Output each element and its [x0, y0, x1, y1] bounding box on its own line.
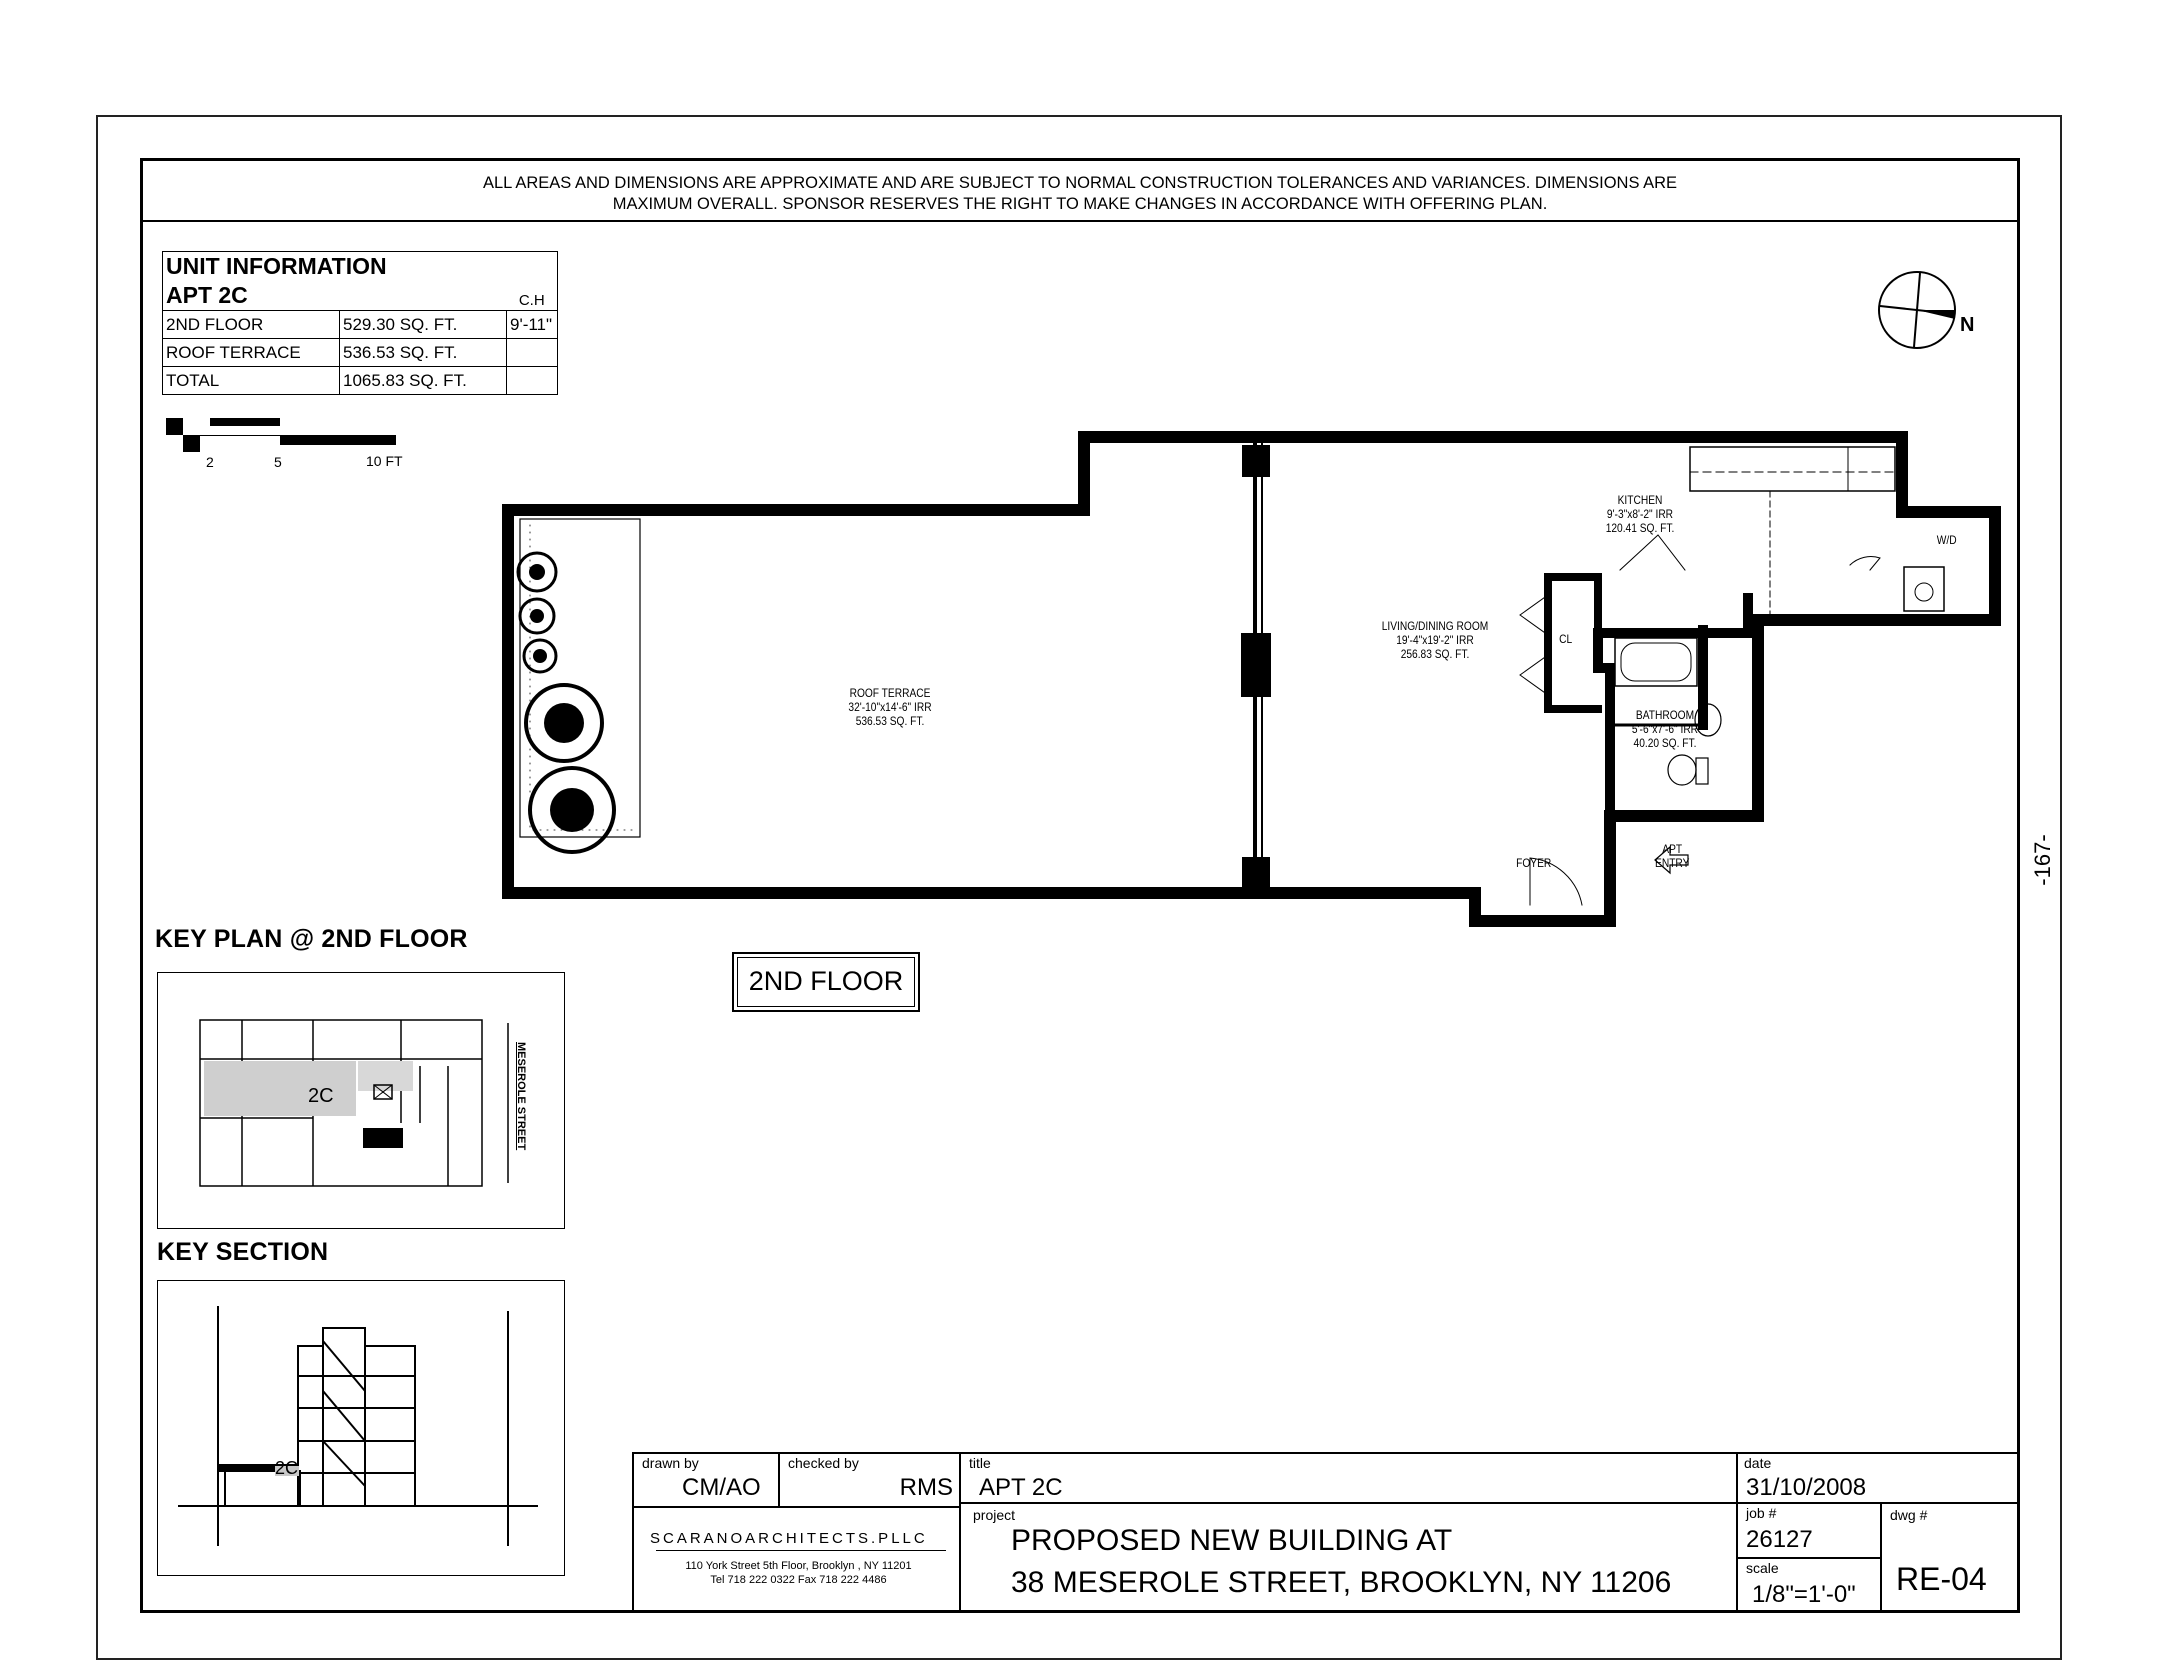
room-dims: 19'-4"x19'-2" IRR: [1396, 633, 1474, 647]
key-section-unit-tag: 2C: [275, 1458, 299, 1478]
tb-date-label: date: [1744, 1455, 1772, 1471]
disclaimer-line-2: MAXIMUM OVERALL. SPONSOR RESERVES THE RIGHT TO MAKE CHANGES IN ACCORDANCE WITH OFFERING PLAN.: [612, 195, 1548, 213]
room-name: BATHROOM: [1635, 708, 1695, 722]
tb-project-line-1: PROPOSED NEW BUILDING AT: [1011, 1524, 1453, 1557]
unit-row-label: 2ND FLOOR: [163, 311, 340, 339]
key-plan-title: KEY PLAN @ 2ND FLOOR: [155, 925, 468, 953]
room-area: 256.83 SQ. FT.: [1400, 647, 1470, 661]
key-plan-drawing: [158, 973, 563, 1227]
key-section-box: [157, 1280, 565, 1576]
table-row: [163, 339, 558, 367]
floor-plan: [490, 420, 2010, 940]
room-area: 536.53 SQ. FT.: [855, 714, 925, 728]
key-plan-shaded-unit: [358, 1061, 413, 1091]
unit-info-ch-header: C.H: [507, 281, 558, 311]
room-name: LIVING/DINING ROOM: [1381, 619, 1489, 633]
tb-project-line-2: 38 MESEROLE STREET, BROOKLYN, NY 11206: [1011, 1566, 1672, 1599]
tb-scale-label: scale: [1746, 1560, 1779, 1576]
room-dims: 32'-10"x14'-6" IRR: [848, 700, 932, 714]
page-number: -167-: [2030, 834, 2055, 886]
room-label-kitchen: [1568, 493, 1713, 535]
tb-dwg-label: dwg #: [1890, 1507, 1928, 1523]
tb-dwg-cell: [1880, 1502, 2020, 1613]
north-arrow: [1876, 270, 1976, 350]
unit-row-ch: 9'-11": [507, 311, 558, 339]
key-section-title: KEY SECTION: [157, 1238, 329, 1266]
tb-scale: 1/8"=1'-0": [1752, 1581, 1856, 1608]
room-dims: 9'-3"x8'-2" IRR: [1606, 507, 1674, 521]
closet-label: CL: [1559, 632, 1573, 646]
tb-firm-address: 110 York Street 5th Floor, Brooklyn , NY 11201: [685, 1560, 912, 1572]
tb-dwg: RE-04: [1896, 1561, 1987, 1597]
room-name: ROOF TERRACE: [849, 686, 931, 700]
scale-tick-2: 2: [206, 454, 214, 470]
floor-badge-label: 2ND FLOOR: [737, 957, 915, 1007]
key-plan-street-label: MESEROLE STREET: [515, 1042, 527, 1151]
room-area: 40.20 SQ. FT.: [1633, 736, 1697, 750]
disclaimer-line-1: ALL AREAS AND DIMENSIONS ARE APPROXIMATE AND ARE SUBJECT TO NORMAL CONSTRUCTION TOLERANCES AND VARIANCES. DIMENSIONS ARE: [482, 174, 1678, 192]
room-name: KITCHEN: [1617, 493, 1663, 507]
apt-entry-line-2: ENTRY: [1655, 856, 1690, 870]
key-plan-stair: [363, 1128, 403, 1148]
unit-row-ch: [507, 339, 558, 367]
unit-information-table: [162, 251, 558, 395]
tb-title-label: title: [969, 1455, 991, 1471]
tb-firm-tel: Tel 718 222 0322 Fax 718 222 4486: [710, 1574, 887, 1586]
key-plan-unit-tag: 2C: [308, 1085, 334, 1107]
tb-title-cell: [959, 1452, 1738, 1504]
unit-info-title: UNIT INFORMATION: [163, 252, 558, 282]
tb-title: APT 2C: [979, 1474, 1063, 1501]
unit-info-apt: APT 2C: [163, 281, 507, 311]
tb-drawn-by-cell: [632, 1452, 780, 1508]
floor-badge: [732, 952, 920, 1012]
apt-entry-line-1: APT: [1662, 842, 1683, 856]
washer-dryer-label: W/D: [1936, 533, 1957, 547]
tb-date-cell: [1736, 1452, 2020, 1504]
scale-tick-10: 10 FT: [366, 453, 403, 469]
tb-firm-name: SCARANOARCHITECTS.PLLC: [650, 1530, 928, 1547]
tb-date: 31/10/2008: [1746, 1474, 1867, 1501]
tb-drawn-by-label: drawn by: [642, 1455, 699, 1471]
unit-row-label: ROOF TERRACE: [163, 339, 340, 367]
disclaimer-note: [143, 160, 2017, 222]
unit-row-area: 536.53 SQ. FT.: [340, 339, 507, 367]
north-label: N: [1960, 314, 1975, 336]
tb-checked-by-cell: [778, 1452, 961, 1508]
scale-bar: [166, 416, 403, 471]
tb-drawn-by: CM/AO: [682, 1474, 761, 1501]
room-label-roof-terrace: [809, 686, 971, 728]
tb-job-cell: [1736, 1502, 1882, 1559]
room-area: 120.41 SQ. FT.: [1605, 521, 1675, 535]
key-section-drawing: [158, 1281, 563, 1573]
room-label-bathroom: [1601, 708, 1729, 750]
tb-job-label: job #: [1746, 1505, 1777, 1521]
tb-checked-by-label: checked by: [788, 1455, 859, 1471]
room-label-living-dining: [1354, 619, 1516, 661]
compass-icon: [1876, 270, 1976, 350]
unit-row-area: 1065.83 SQ. FT.: [340, 367, 507, 395]
tb-checked-by: RMS: [899, 1474, 953, 1501]
room-dims: 5'-6"x7'-6" IRR: [1631, 722, 1699, 736]
scale-tick-5: 5: [274, 454, 282, 470]
tb-project-cell: [959, 1502, 1738, 1613]
tb-job: 26127: [1746, 1526, 1813, 1553]
key-plan-box: [157, 972, 565, 1229]
tb-scale-cell: [1736, 1557, 1882, 1613]
apt-entry-label: [1655, 842, 1689, 870]
unit-row-area: 529.30 SQ. FT.: [340, 311, 507, 339]
foyer-label: FOYER: [1516, 856, 1552, 870]
unit-row-ch: [507, 367, 558, 395]
unit-row-label: TOTAL: [163, 367, 340, 395]
tb-project-label: project: [973, 1507, 1016, 1523]
table-row: [163, 367, 558, 395]
table-row: [163, 311, 558, 339]
tb-firm-cell: [632, 1506, 961, 1613]
